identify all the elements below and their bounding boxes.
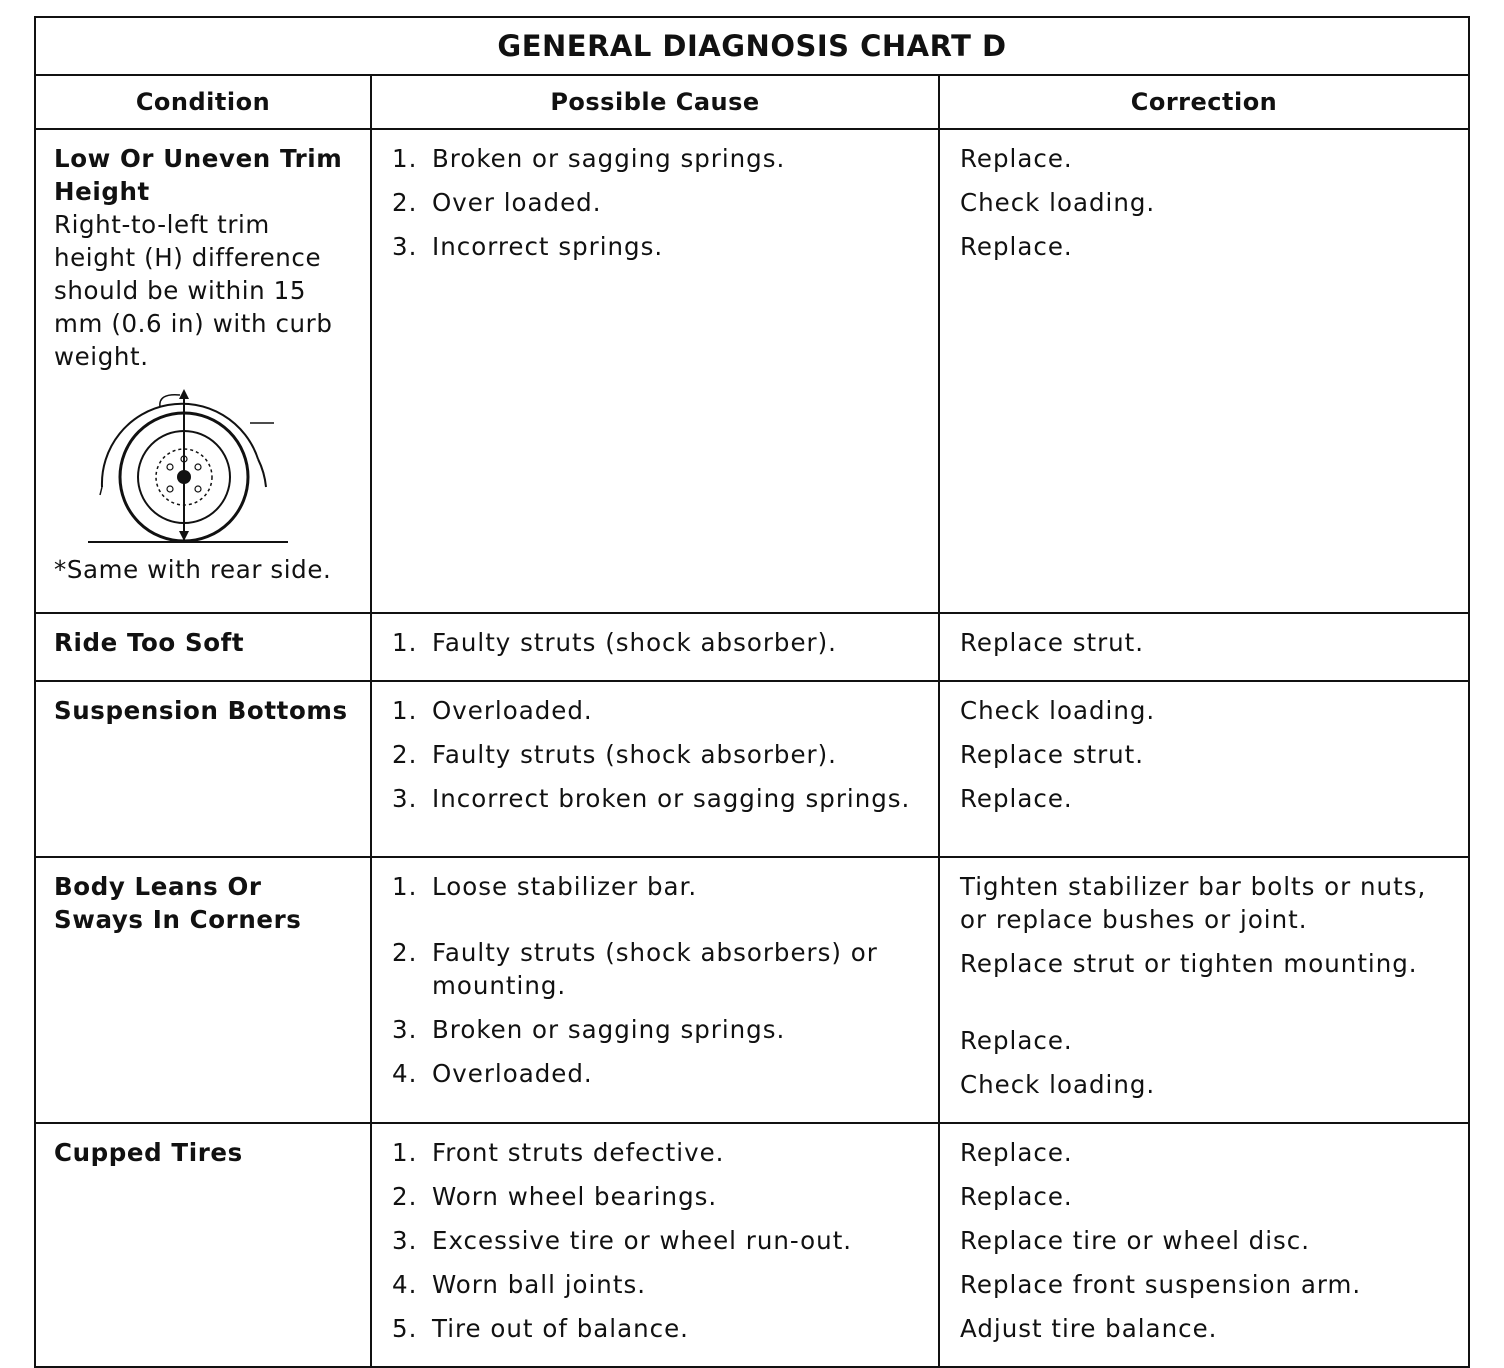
correction-item: Replace. <box>960 1026 1073 1055</box>
table-row <box>35 613 1469 681</box>
title-row <box>35 17 1469 75</box>
condition-name: Suspension Bottoms <box>54 696 348 725</box>
condition-cell <box>35 857 371 1123</box>
list-item: 1. Loose stabilizer bar. <box>392 872 698 901</box>
table-row <box>35 681 1469 857</box>
correction-item: Replace front suspension arm. <box>960 1270 1362 1299</box>
correction-item: Check loading. <box>960 188 1156 217</box>
list-item: 2. Faulty struts (shock absorbers) or mounting. <box>392 938 878 1000</box>
header-row <box>35 75 1469 129</box>
correction-item: Tighten stabilizer bar bolts or nuts, or replace bushes or joint. <box>960 872 1427 934</box>
chart-title: GENERAL DIAGNOSIS CHART D <box>35 17 1469 75</box>
correction-cell <box>939 613 1469 681</box>
correction-item: Replace strut. <box>960 740 1145 769</box>
list-item: 4. Worn ball joints. <box>392 1270 646 1299</box>
condition-description: Right-to-left trim height (H) difference should be within 15 mm (0.6 in) with curb weight. <box>54 210 333 371</box>
cause-cell <box>371 129 939 613</box>
list-item: 1. Broken or sagging springs. <box>392 144 786 173</box>
cause-cell <box>371 857 939 1123</box>
list-item: 3. Broken or sagging springs. <box>392 1015 786 1044</box>
header-correction: Correction <box>939 75 1469 129</box>
cause-cell <box>371 613 939 681</box>
list-item: 3. Incorrect broken or sagging springs. <box>392 784 911 813</box>
table-row <box>35 857 1469 1123</box>
list-item: 3. Excessive tire or wheel run-out. <box>392 1226 853 1255</box>
table-row <box>35 129 1469 613</box>
condition-cell <box>35 681 371 857</box>
wheel-trim-height-diagram <box>88 385 288 545</box>
correction-item: Replace strut or tighten mounting. <box>960 949 1418 978</box>
condition-name: Low Or Uneven Trim Height <box>54 144 343 206</box>
list-item: 1. Faulty struts (shock absorber). <box>392 628 837 657</box>
header-possible-cause: Possible Cause <box>371 75 939 129</box>
correction-item: Replace. <box>960 232 1073 261</box>
list-item: 5. Tire out of balance. <box>392 1314 689 1343</box>
correction-item: Replace. <box>960 144 1073 173</box>
cause-cell <box>371 681 939 857</box>
condition-name: Cupped Tires <box>54 1138 243 1167</box>
correction-cell <box>939 681 1469 857</box>
condition-cell <box>35 613 371 681</box>
diagnosis-chart-table <box>34 16 1470 1368</box>
list-item: 2. Over loaded. <box>392 188 602 217</box>
list-item: 2. Worn wheel bearings. <box>392 1182 718 1211</box>
list-item: 1. Front struts defective. <box>392 1138 725 1167</box>
correction-item: Check loading. <box>960 696 1156 725</box>
condition-name: Ride Too Soft <box>54 628 245 657</box>
header-condition: Condition <box>35 75 371 129</box>
cause-cell <box>371 1123 939 1367</box>
list-item: 1. Overloaded. <box>392 696 593 725</box>
correction-item: Check loading. <box>960 1070 1156 1099</box>
correction-cell <box>939 857 1469 1123</box>
correction-item: Replace. <box>960 1138 1073 1167</box>
condition-note: *Same with rear side. <box>54 555 332 584</box>
condition-cell <box>35 129 371 613</box>
list-item: 2. Faulty struts (shock absorber). <box>392 740 837 769</box>
correction-item: Replace. <box>960 1182 1073 1211</box>
correction-item: Adjust tire balance. <box>960 1314 1218 1343</box>
list-item: 4. Overloaded. <box>392 1059 593 1088</box>
condition-cell <box>35 1123 371 1367</box>
correction-item: Replace strut. <box>960 628 1145 657</box>
correction-item: Replace tire or wheel disc. <box>960 1226 1311 1255</box>
correction-cell <box>939 129 1469 613</box>
correction-cell <box>939 1123 1469 1367</box>
condition-name: Body Leans Or Sways In Corners <box>54 872 302 934</box>
correction-item: Replace. <box>960 784 1073 813</box>
list-item: 3. Incorrect springs. <box>392 232 664 261</box>
table-row <box>35 1123 1469 1367</box>
